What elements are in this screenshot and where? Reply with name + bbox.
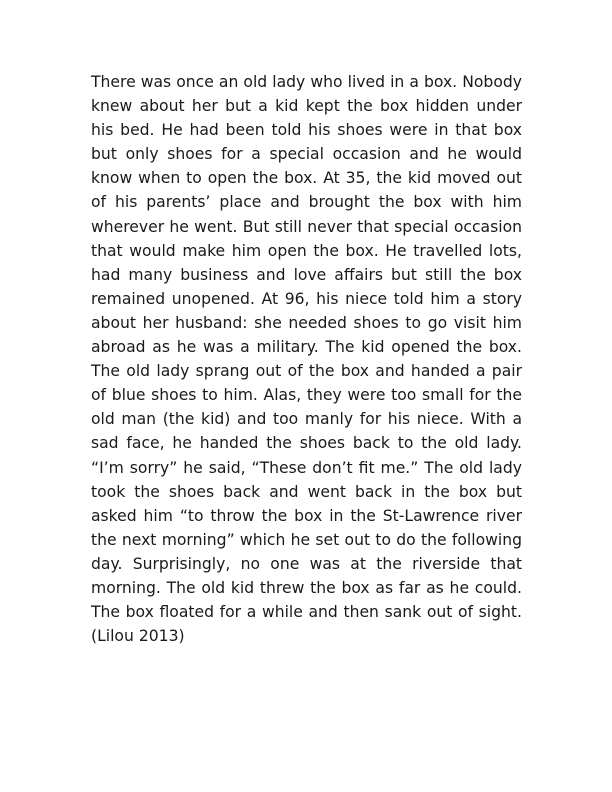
story-paragraph: There was once an old lady who lived in a box. Nobody knew about her but a kid kept the box hidden under his bed. He had been told his shoes were in that box but only shoes for a special occasion and he would know when to open the box. At 35, the kid moved out of his parents’ place and brought the box with him wherever he went. But still never that special occasion that would make him open the box. He travelled lots, had many business and love affairs but still the box remained unopened. At 96, his niece told him a story about her husband: she needed shoes to go visit him abroad as he was a military. The kid opened the box. The old lady sprang out of the box and handed a pair of blue shoes to him. Alas, they were too small for the old man (the kid) and too manly for his niece. With a sad face, he handed the shoes back to the old lady. “I’m sorry” he said, “These don’t fit me.” The old lady took the shoes back and went back in the box but asked him “to throw the box in the St-Lawrence river the next morning” which he set out to do the following day. Surprisingly, no one was at the riverside that morning. The old kid threw the box as far as he could. The box floated for a while and then sank out of sight. (Lilou 2013) xyxy=(91,73,522,646)
